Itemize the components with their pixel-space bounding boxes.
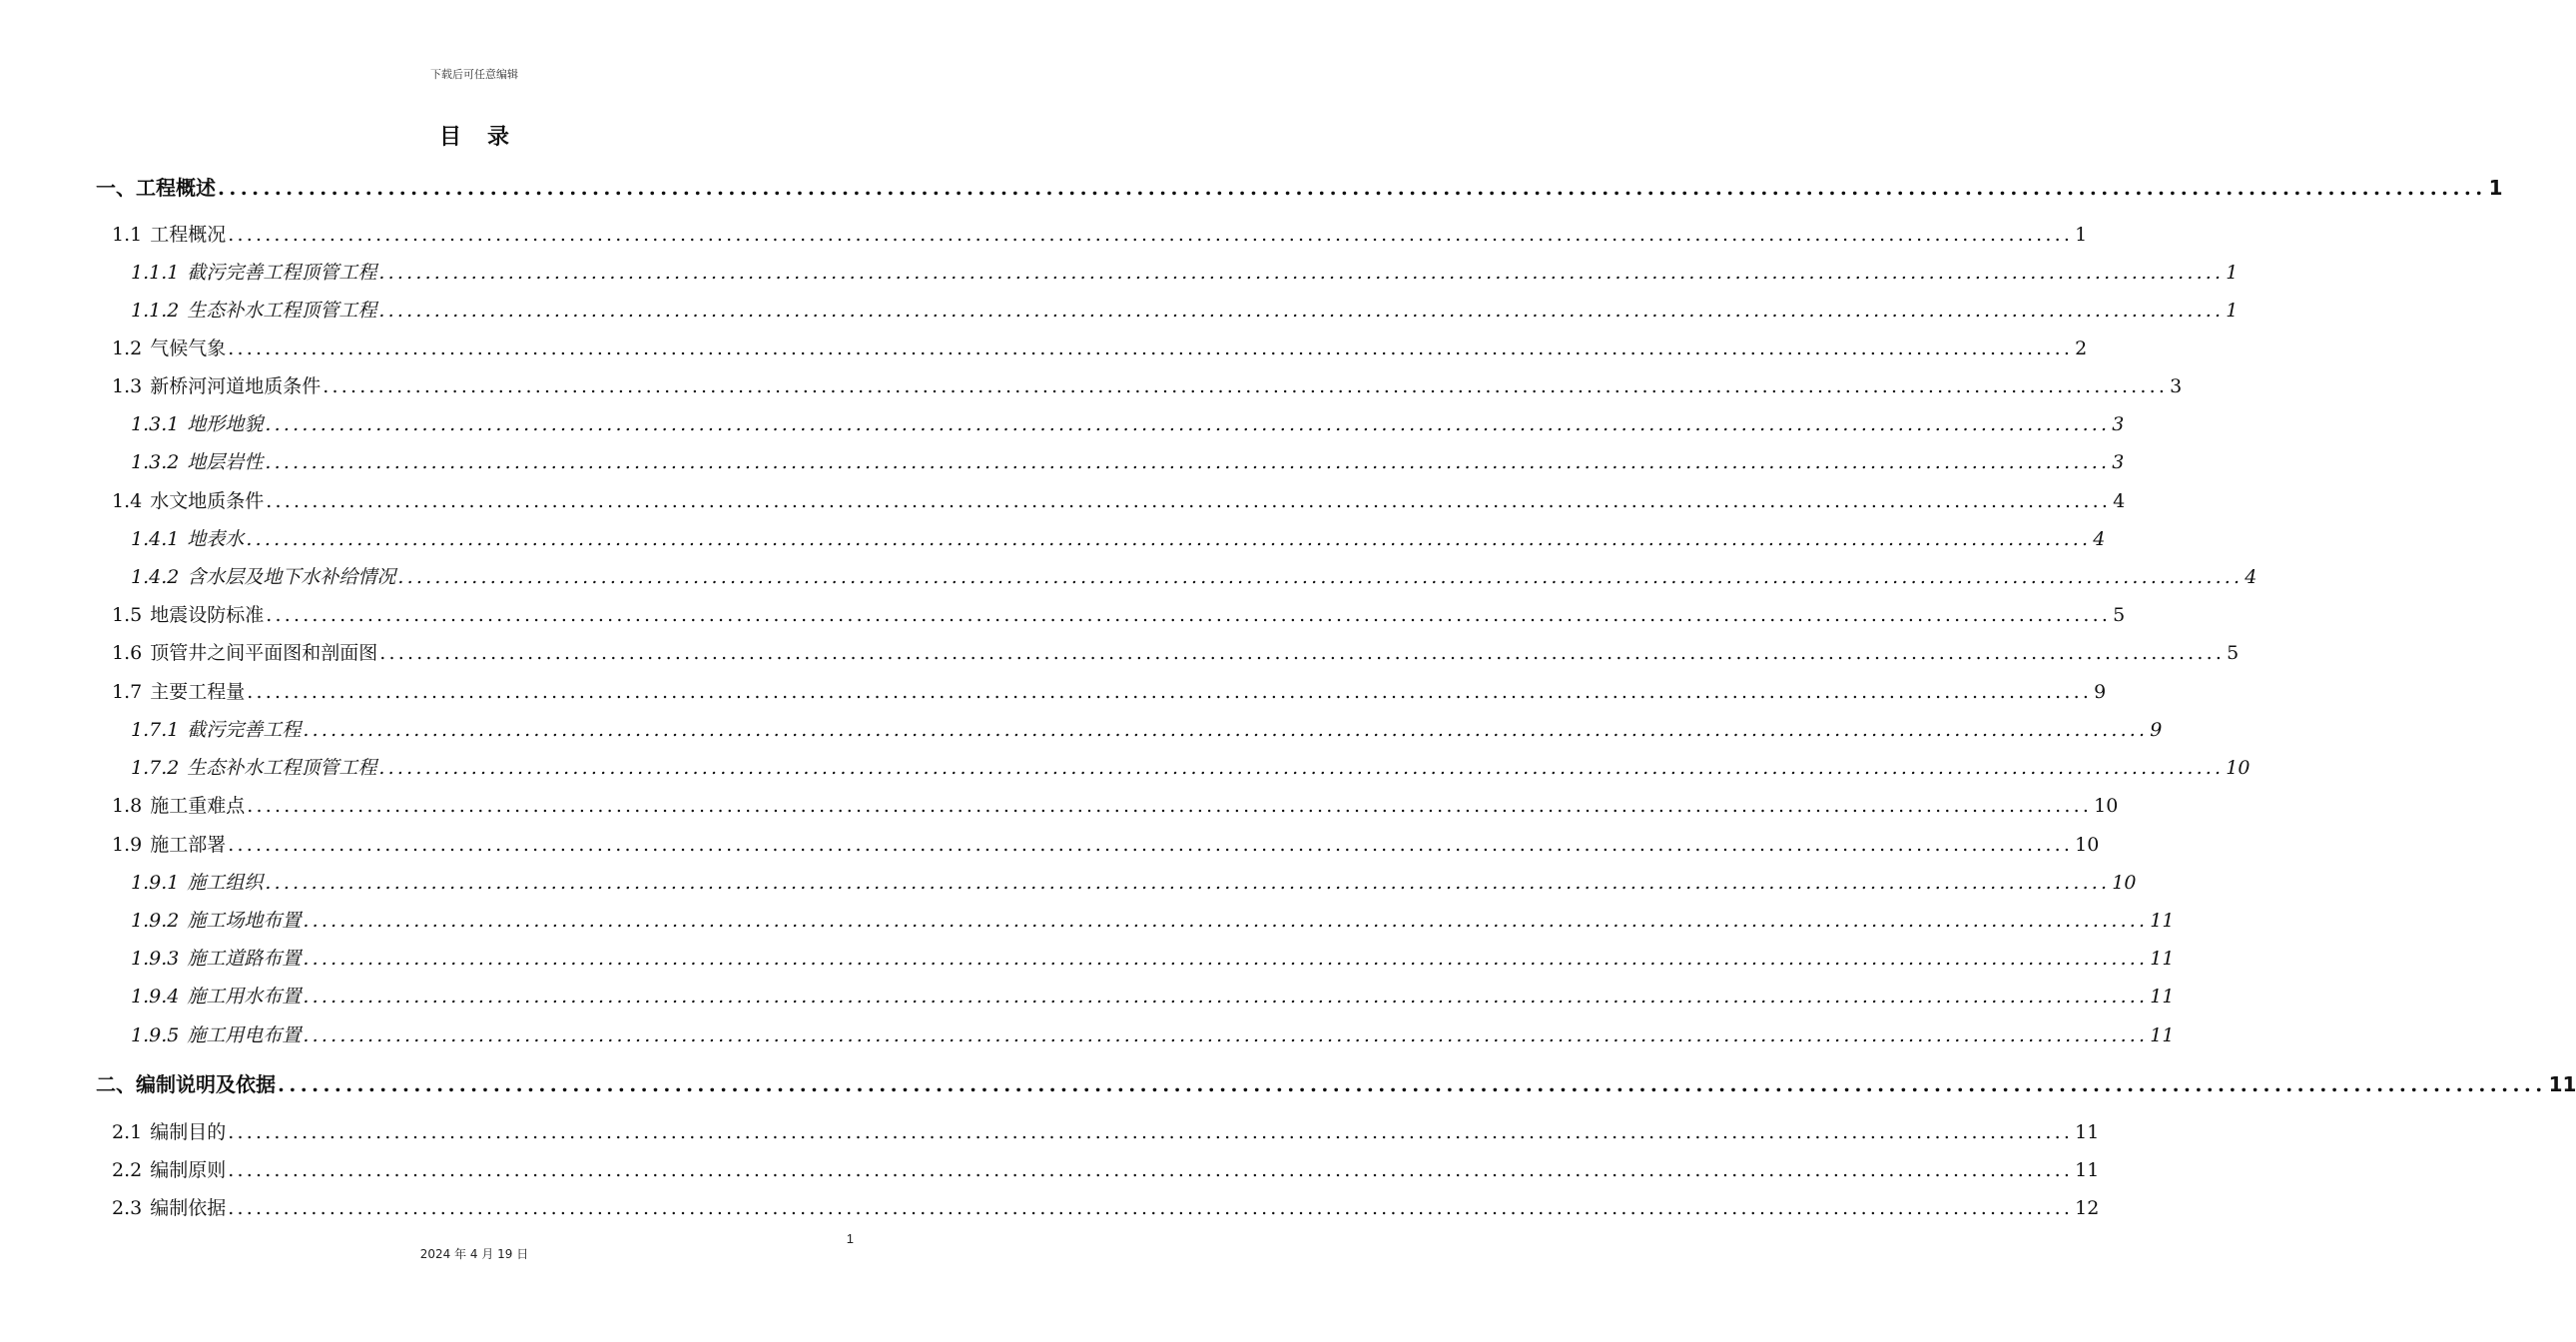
- toc-entry[interactable]: [112, 600, 2126, 627]
- toc-entry-title: 施工组织: [187, 872, 264, 894]
- toc-leader-dots: ........................................................................................................................................................................................................: [228, 337, 2074, 359]
- toc-entry-page: 1: [2226, 300, 2239, 322]
- toc-entry-title: 施工用水布置: [187, 986, 302, 1007]
- toc-entry-page: 10: [2226, 757, 2251, 779]
- toc-entry-title: 新桥河河道地质条件: [150, 375, 322, 397]
- toc-entry-number: 1.9.4: [131, 986, 180, 1007]
- toc-entry-page: 12: [2075, 1197, 2100, 1219]
- toc-entry-page: 11: [2150, 910, 2175, 932]
- toc-entry-number: 1.3: [112, 375, 143, 397]
- toc-entry-title: 截污完善工程顶管工程: [187, 262, 377, 284]
- toc-entry-title: 地震设防标准: [150, 604, 265, 626]
- toc-entry-page: 1: [2226, 262, 2239, 284]
- toc-leader-dots: ........................................................................................................................................................................................................: [378, 262, 2225, 284]
- toc-leader-dots: ........................................................................................................................................................................................................: [247, 681, 2093, 703]
- toc-entry-title: 二、编制说明及依据: [96, 1072, 276, 1096]
- toc-entry-number: 1.5: [112, 604, 143, 626]
- toc-entry[interactable]: [112, 334, 2088, 360]
- footer-date: 2024 年 4 月 19 日: [419, 1247, 529, 1261]
- toc-entry[interactable]: [112, 677, 2107, 704]
- toc-entry[interactable]: [112, 220, 2088, 247]
- toc-entry-page: 5: [2113, 604, 2126, 626]
- toc-entry-title: 气候气象: [150, 337, 227, 359]
- toc-entry-number: 2.1: [112, 1121, 143, 1143]
- toc-entry-page: 4: [2113, 490, 2126, 512]
- toc-leader-dots: ........................................................................................................................................................................................................: [228, 1197, 2074, 1219]
- toc-entry-title: 水文地质条件: [150, 490, 265, 512]
- toc-entry[interactable]: [112, 1193, 2100, 1220]
- toc-leader-dots: ........................................................................................................................................................................................................: [246, 528, 2092, 550]
- toc-entry[interactable]: [131, 409, 2125, 436]
- toc-entry-number: 1.7: [112, 681, 143, 703]
- page-title: 目录: [438, 124, 535, 150]
- toc-entry-title: 施工部署: [150, 834, 227, 856]
- toc-entry[interactable]: [112, 1155, 2100, 1182]
- toc-leader-dots: ........................................................................................................................................................................................................: [265, 413, 2111, 435]
- toc-entry-number: 1.9: [112, 834, 143, 856]
- toc-leader-dots: ........................................................................................................................................................................................................: [278, 1072, 2547, 1096]
- toc-leader-dots: ........................................................................................................................................................................................................: [378, 300, 2225, 322]
- toc-leader-dots: ........................................................................................................................................................................................................: [266, 490, 2112, 512]
- toc-entry-number: 1.7.1: [131, 719, 180, 741]
- toc-entry-page: 5: [2227, 642, 2240, 664]
- toc-leader-dots: ........................................................................................................................................................................................................: [218, 176, 2487, 200]
- toc-entry-number: 1.8: [112, 795, 143, 817]
- toc-entry[interactable]: [96, 1068, 2576, 1097]
- toc-entry-page: 10: [2094, 795, 2119, 817]
- toc-entry-number: 1.9.3: [131, 948, 180, 970]
- toc-entry-number: 1.3.1: [131, 413, 180, 435]
- toc-entry-title: 含水层及地下水补给情况: [187, 566, 396, 588]
- toc-entry[interactable]: [96, 172, 2503, 201]
- toc-entry-number: 1.3.2: [131, 451, 180, 473]
- toc-entry[interactable]: [131, 562, 2257, 589]
- toc-entry[interactable]: [131, 982, 2175, 1008]
- toc-entry-number: 1.9.1: [131, 872, 180, 894]
- toc-leader-dots: ........................................................................................................................................................................................................: [228, 1121, 2074, 1143]
- toc-entry[interactable]: [131, 944, 2175, 971]
- toc-entry-number: 1.6: [112, 642, 143, 664]
- toc-entry-title: 生态补水工程顶管工程: [187, 300, 377, 322]
- toc-entry-number: 1.2: [112, 337, 143, 359]
- toc-entry-title: 施工重难点: [150, 795, 246, 817]
- toc-entry-title: 一、工程概述: [96, 176, 216, 200]
- toc-entry-page: 3: [2170, 375, 2183, 397]
- toc-entry-title: 施工道路布置: [187, 948, 302, 970]
- toc-entry[interactable]: [131, 715, 2163, 742]
- toc-entry-title: 地形地貌: [187, 413, 264, 435]
- toc-entry-page: 1: [2488, 176, 2503, 200]
- toc-leader-dots: ........................................................................................................................................................................................................: [322, 375, 2169, 397]
- toc-entry-page: 9: [2094, 681, 2107, 703]
- toc-leader-dots: ........................................................................................................................................................................................................: [303, 719, 2149, 741]
- toc-entry-title: 顶管井之间平面图和剖面图: [150, 642, 378, 664]
- toc-entry[interactable]: [131, 906, 2175, 933]
- toc-entry-number: 1.9.5: [131, 1024, 180, 1046]
- toc-entry-page: 11: [2150, 986, 2175, 1007]
- toc-leader-dots: ........................................................................................................................................................................................................: [228, 224, 2074, 246]
- toc-entry-number: 1.1.2: [131, 300, 180, 322]
- toc-entry-title: 编制依据: [150, 1197, 227, 1219]
- toc-leader-dots: ........................................................................................................................................................................................................: [303, 910, 2149, 932]
- toc-entry-number: 1.7.2: [131, 757, 180, 779]
- toc-entry-page: 1: [2075, 224, 2088, 246]
- toc-leader-dots: ........................................................................................................................................................................................................: [247, 795, 2093, 817]
- toc-entry-page: 3: [2112, 451, 2125, 473]
- toc-entry[interactable]: [131, 296, 2239, 323]
- toc-entry[interactable]: [131, 1020, 2175, 1047]
- toc-entry-page: 11: [2075, 1121, 2100, 1143]
- toc-entry-title: 生态补水工程顶管工程: [187, 757, 377, 779]
- toc-entry-number: 1.4.1: [131, 528, 180, 550]
- toc-entry-title: 截污完善工程: [187, 719, 302, 741]
- toc-leader-dots: ........................................................................................................................................................................................................: [303, 986, 2149, 1007]
- toc-entry-number: 1.4: [112, 490, 143, 512]
- toc-entry-page: 10: [2112, 872, 2137, 894]
- toc-entry-title: 编制目的: [150, 1121, 227, 1143]
- toc-entry-number: 1.9.2: [131, 910, 180, 932]
- toc-entry-number: 2.3: [112, 1197, 143, 1219]
- toc-leader-dots: ........................................................................................................................................................................................................: [228, 1159, 2074, 1181]
- toc-entry[interactable]: [131, 524, 2106, 551]
- toc-entry-number: 2.2: [112, 1159, 143, 1181]
- toc-entry[interactable]: [131, 447, 2125, 474]
- toc-leader-dots: ........................................................................................................................................................................................................: [266, 604, 2112, 626]
- toc-entry-title: 编制原则: [150, 1159, 227, 1181]
- header-note: 下载后可任意编辑: [430, 68, 518, 81]
- toc-entry-page: 10: [2075, 834, 2100, 856]
- toc-entry[interactable]: [131, 258, 2239, 285]
- toc-entry-title: 主要工程量: [150, 681, 246, 703]
- toc-entry-number: 1.1.1: [131, 262, 180, 284]
- toc-entry[interactable]: [131, 868, 2137, 895]
- toc-entry-number: 1.4.2: [131, 566, 180, 588]
- toc-leader-dots: ........................................................................................................................................................................................................: [228, 834, 2074, 856]
- toc-entry-title: 施工用电布置: [187, 1024, 302, 1046]
- toc-leader-dots: ........................................................................................................................................................................................................: [303, 948, 2149, 970]
- toc-entry-page: 2: [2075, 337, 2088, 359]
- toc-entry-page: 4: [2093, 528, 2106, 550]
- toc-entry[interactable]: [131, 753, 2251, 780]
- toc-entry[interactable]: [112, 830, 2100, 857]
- toc-entry-page: 11: [2150, 948, 2175, 970]
- toc-leader-dots: ........................................................................................................................................................................................................: [265, 872, 2111, 894]
- toc-leader-dots: ........................................................................................................................................................................................................: [378, 757, 2225, 779]
- toc-entry-title: 地层岩性: [187, 451, 264, 473]
- toc-entry-page: 4: [2245, 566, 2257, 588]
- toc-entry[interactable]: [112, 638, 2240, 665]
- toc-entry-title: 工程概况: [150, 224, 227, 246]
- toc-entry[interactable]: [112, 486, 2126, 513]
- toc-entry[interactable]: [112, 371, 2183, 398]
- toc-leader-dots: ........................................................................................................................................................................................................: [265, 451, 2111, 473]
- toc-entry[interactable]: [112, 1117, 2100, 1144]
- toc-leader-dots: ........................................................................................................................................................................................................: [397, 566, 2244, 588]
- toc-entry-page: 11: [2150, 1024, 2175, 1046]
- toc-entry-title: 地表水: [187, 528, 245, 550]
- footer-page-number: 1: [846, 1231, 854, 1246]
- toc-entry-page: 11: [2548, 1072, 2576, 1096]
- toc-entry-page: 9: [2150, 719, 2163, 741]
- toc-entry-page: 3: [2112, 413, 2125, 435]
- toc-entry-number: 1.1: [112, 224, 143, 246]
- toc-leader-dots: ........................................................................................................................................................................................................: [379, 642, 2226, 664]
- toc-entry[interactable]: [112, 791, 2119, 818]
- toc-leader-dots: ........................................................................................................................................................................................................: [303, 1024, 2149, 1046]
- toc-entry-page: 11: [2075, 1159, 2100, 1181]
- toc-entry-title: 施工场地布置: [187, 910, 302, 932]
